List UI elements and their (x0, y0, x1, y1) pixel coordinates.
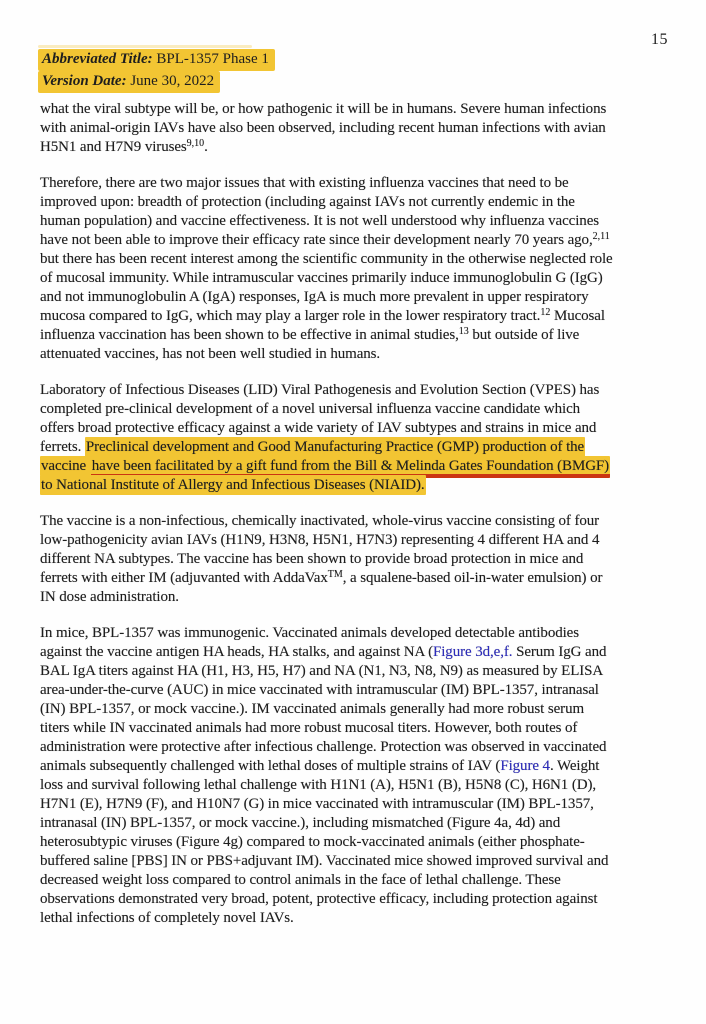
text-line (40, 269, 680, 288)
abbreviated-title-label: Abbreviated Title: (42, 51, 153, 67)
highlighted-text: vaccine (41, 458, 90, 474)
text-run: human population) and vaccine effectiveness. It is not well understood why influenza vaccines (40, 213, 599, 229)
text-line (40, 757, 680, 776)
text-line (40, 681, 680, 700)
text-line (40, 174, 680, 193)
figure-reference: Figure 3d,e,f. (433, 644, 513, 660)
text-line (40, 569, 680, 588)
text-run: Therefore, there are two major issues that with existing influenza vaccines that need to be (40, 175, 569, 191)
text-line (40, 738, 680, 757)
text-line (40, 193, 680, 212)
text-line (40, 776, 680, 795)
text-line (40, 438, 680, 457)
text-line (40, 419, 680, 438)
text-line (40, 662, 680, 681)
text-run: but there has been recent interest among the scientific community in the otherwise neglected role (40, 251, 613, 267)
superscript-citation: 12 (540, 307, 551, 318)
text-line (40, 700, 680, 719)
text-run: against the vaccine antigen HA heads, HA stalks, and against NA ( (40, 644, 433, 660)
text-line (40, 345, 680, 364)
text-line (40, 231, 680, 250)
text-run: ferrets. (40, 439, 85, 455)
highlighted-text: Preclinical development and Good Manufacturing Practice (GMP) production of the (85, 439, 585, 455)
paragraph (40, 100, 680, 157)
text-run: In mice, BPL-1357 was immunogenic. Vaccinated animals developed detectable antibodies (40, 625, 579, 641)
document-header (38, 49, 275, 93)
highlight-smear-artifact (38, 45, 252, 48)
figure-reference: Figure 4 (500, 758, 550, 774)
text-run: have not been able to improve their efficacy rate since their development nearly 70 years ago, (40, 232, 593, 248)
superscript-citation: 13 (458, 326, 469, 337)
text-run: influenza vaccination has been shown to be effective in animal studies, (40, 327, 459, 343)
text-line (40, 212, 680, 231)
text-line (40, 100, 680, 119)
text-run: heterosubtypic viruses (Figure 4g) compared to mock-vaccinated animals (either phosphate- (40, 834, 585, 850)
text-line (40, 833, 680, 852)
text-run: . Weight (549, 758, 600, 774)
text-line (40, 307, 680, 326)
document-body (40, 100, 680, 945)
text-run: ferrets with either IM (adjuvanted with AddaVax (40, 570, 328, 586)
text-run: administration were protective after infectious challenge. Protection was observed in vaccinated (40, 739, 607, 755)
text-line (40, 326, 680, 345)
superscript-citation: 2,11 (592, 231, 610, 242)
text-run: animals subsequently challenged with lethal doses of multiple strains of IAV ( (40, 758, 501, 774)
text-run: with animal-origin IAVs have also been observed, including recent human infections with avian (40, 120, 606, 136)
text-run: H5N1 and H7N9 viruses (40, 139, 187, 155)
text-run: different NA subtypes. The vaccine has been shown to provide broad protection in mice and (40, 551, 584, 567)
text-run: intranasal (IN) BPL-1357, or mock vaccine.), including mismatched (Figure 4a, 4d) and (40, 815, 561, 831)
text-line (40, 852, 680, 871)
text-line (40, 588, 680, 607)
text-line (40, 909, 680, 928)
text-run: The vaccine is a non-infectious, chemically inactivated, whole-virus vaccine consisting of four (40, 513, 600, 529)
version-date-label: Version Date: (42, 73, 127, 89)
text-run: what the viral subtype will be, or how pathogenic it will be in humans. Severe human infections (40, 101, 607, 117)
paragraph (40, 381, 680, 495)
page-number: 15 (651, 31, 668, 48)
text-run: , a squalene-based oil-in-water emulsion) or (342, 570, 603, 586)
text-line (40, 719, 680, 738)
text-line (40, 119, 680, 138)
text-run: (IN) BPL-1357, or mock vaccine.). IM vaccinated animals generally had more robust serum (40, 701, 585, 717)
text-run: IN dose administration. (40, 589, 179, 605)
text-run: mucosa compared to IgG, which may play a larger role in the lower respiratory tract. (40, 308, 541, 324)
text-run: decreased weight loss compared to control animals in the face of lethal challenge. These (40, 872, 561, 888)
version-date-line (38, 71, 220, 93)
text-line (40, 795, 680, 814)
abbreviated-title-line (38, 49, 275, 71)
text-run: loss and survival following lethal challenge with H1N1 (A), H5N1 (B), H5N8 (C), H6N1 (D), (40, 777, 597, 793)
version-date-value: June 30, 2022 (126, 73, 215, 89)
text-line (40, 457, 680, 476)
text-line (40, 512, 680, 531)
text-line (40, 550, 680, 569)
text-run: Mucosal (550, 308, 605, 324)
text-line (40, 476, 680, 495)
text-line (40, 531, 680, 550)
superscript-citation: TM (327, 569, 343, 580)
text-run: and not immunoglobulin A (IgA) responses, IgA is much more prevalent in upper respiratory (40, 289, 589, 305)
text-line (40, 890, 680, 909)
superscript-citation: 9,10 (186, 138, 205, 149)
text-line (40, 814, 680, 833)
text-run: offers broad protective efficacy against a wide variety of IAV subtypes and strains in mice and (40, 420, 597, 436)
text-run: Laboratory of Infectious Diseases (LID) Viral Pathogenesis and Evolution Section (VPES) has (40, 382, 600, 398)
text-line (40, 288, 680, 307)
text-run: H7N1 (E), H7N9 (F), and H10N7 (G) in mice vaccinated with intramuscular (IM) BPL-1357, (40, 796, 594, 812)
text-run: Serum IgG and (512, 644, 607, 660)
paragraph (40, 624, 680, 928)
paragraph (40, 512, 680, 607)
text-run: attenuated vaccines, has not been well studied in humans. (40, 346, 381, 362)
text-run: BAL IgA titers against HA (H1, H3, H5, H7) and NA (N1, N3, N8, N9) as measured by ELISA (40, 663, 604, 679)
highlighted-text: to National Institute of Allergy and Infectious Diseases (NIAID). (41, 477, 425, 493)
paragraph (40, 174, 680, 364)
highlighted-underlined-text: have been facilitated by a gift fund from the Bill & Melinda Gates Foundation (BMGF) (91, 456, 610, 478)
text-run: improved upon: breadth of protection (including against IAVs not currently endemic in the (40, 194, 575, 210)
text-line (40, 643, 680, 662)
text-run: completed pre-clinical development of a novel universal influenza vaccine candidate which (40, 401, 581, 417)
abbreviated-title-value: BPL-1357 Phase 1 (152, 51, 269, 67)
text-line (40, 624, 680, 643)
text-line (40, 400, 680, 419)
text-line (40, 138, 680, 157)
text-run: titers while IN vaccinated animals had more robust mucosal titers. However, both routes of (40, 720, 578, 736)
text-run: area-under-the-curve (AUC) in mice vaccinated with intramuscular (IM) BPL-1357, intranasal (40, 682, 599, 698)
text-run: observations demonstrated very broad, potent, protective efficacy, including protection against (40, 891, 598, 907)
text-line (40, 250, 680, 269)
text-run: . (204, 139, 208, 155)
text-run: but outside of live (468, 327, 580, 343)
text-run: of mucosal immunity. While intramuscular vaccines primarily induce immunoglobulin G (IgG) (40, 270, 603, 286)
text-run: lethal infections of completely novel IAVs. (40, 910, 294, 926)
text-run: buffered saline [PBS] IN or PBS+adjuvant IM). Vaccinated mice showed improved survival and (40, 853, 609, 869)
text-line (40, 381, 680, 400)
text-run: low-pathogenicity avian IAVs (H1N9, H3N8, H5N1, H7N3) representing 4 different HA and 4 (40, 532, 600, 548)
text-line (40, 871, 680, 890)
